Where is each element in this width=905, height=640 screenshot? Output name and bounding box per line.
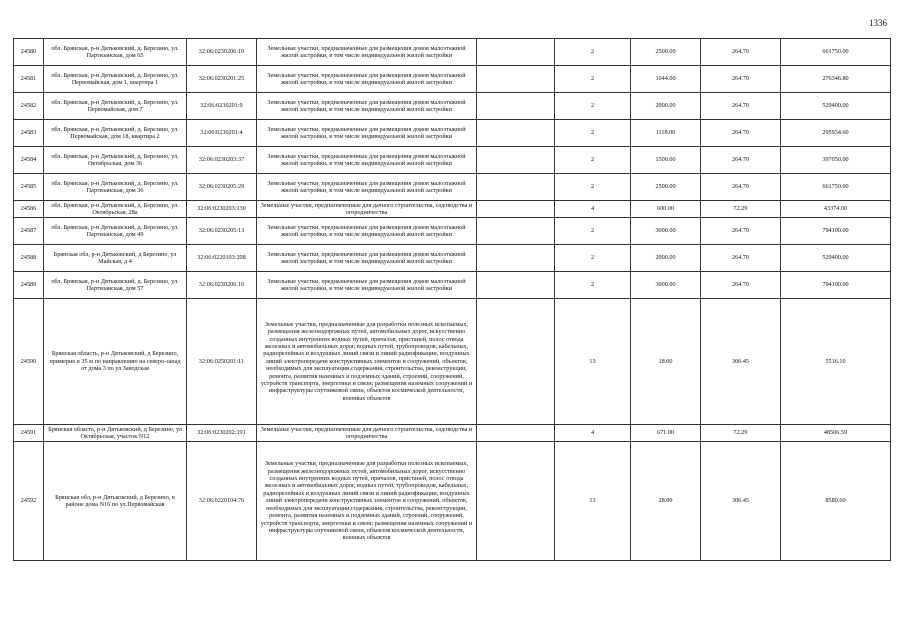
address-cell: Брянская область, р-н Дятьковский, д Березино, ул Октябрьская, участок N12	[44, 425, 187, 442]
group-number-cell: 4	[555, 201, 631, 218]
area-cell: 1118.00	[631, 120, 701, 147]
record-number-cell: 24584	[14, 147, 44, 174]
record-number-cell: 24590	[14, 299, 44, 425]
group-number-cell: 2	[555, 93, 631, 120]
blank-cell	[477, 66, 555, 93]
specific-value-cell: 264.70	[701, 120, 781, 147]
cadastral-number-cell: 32:06:0220104:76	[187, 442, 257, 561]
specific-value-cell: 264.70	[701, 218, 781, 245]
group-number-cell: 13	[555, 299, 631, 425]
table-row	[14, 272, 891, 299]
area-cell: 2500.00	[631, 174, 701, 201]
cadastral-value-cell: 295934.60	[781, 120, 891, 147]
specific-value-cell: 306.45	[701, 442, 781, 561]
record-number-cell: 24580	[14, 39, 44, 66]
cadastral-number-cell: 32:06:0230201:4	[187, 120, 257, 147]
record-number-cell: 24591	[14, 425, 44, 442]
cadastral-value-cell: 529400.00	[781, 93, 891, 120]
blank-cell	[477, 201, 555, 218]
land-use-cell: Земельные участки, предназначенные для размещения домов малоэтажной жилой застройки, в том числе индивидуальной жилой застройки	[257, 39, 477, 66]
land-use-cell: Земельные участки, предназначенные для разработки полезных ископаемых, размещения железнодорожных путей, автомобильных дорог, искусственно созданных внутренних водных путей, причалов, пристаней, полос отвода железных и автомобильных дорог, водных путей, трубопроводов, кабельных, радиорелейных и воздушных линий связи и линий радиофикации, воздушных линий электропередачи конструктивных элементов и сооружений, объектов, необходимых для эксплуатации,содержания, строительства, реконструкции, ремонта, развития наземных и подземных зданий, строений, сооружений, устройств транспорта, энергетики и связи; размещения наземных сооружений и инфраструктуры спутниковой связи, объектов космической деятельности, военных объектов	[257, 299, 477, 425]
area-cell: 1044.00	[631, 66, 701, 93]
address-cell: обл. Брянская, р-н Дятьковский, д. Березино, ул. Первомайская, дом 7	[44, 93, 187, 120]
table-row	[14, 39, 891, 66]
table-row	[14, 442, 891, 561]
land-use-cell: Земельные участки, предназначенные для размещения домов малоэтажной жилой застройки, в том числе индивидуальной жилой застройки	[257, 120, 477, 147]
specific-value-cell: 264.70	[701, 93, 781, 120]
land-use-cell: Земельные участки, предназначенные для дачного строительства, садоводства и огородничества	[257, 201, 477, 218]
cadastral-number-cell: 32:06:0230202:191	[187, 425, 257, 442]
cadastral-value-cell: 276346.80	[781, 66, 891, 93]
specific-value-cell: 264.70	[701, 147, 781, 174]
cadastral-value-cell: 661750.00	[781, 39, 891, 66]
specific-value-cell: 264.70	[701, 245, 781, 272]
land-use-cell: Земельные участки, предназначенные для размещения домов малоэтажной жилой застройки, в том числе индивидуальной жилой застройки	[257, 174, 477, 201]
area-cell: 1500.00	[631, 147, 701, 174]
land-use-cell: Земельные участки, предназначенные для дачного строительства, садоводства и огородничества	[257, 425, 477, 442]
cadastral-value-cell: 43374.00	[781, 201, 891, 218]
cadastral-number-cell: 32:06:0230205:29	[187, 174, 257, 201]
cadastral-number-cell: 32:06:0220103:208	[187, 245, 257, 272]
cadastral-value-cell: 529400.00	[781, 245, 891, 272]
blank-cell	[477, 442, 555, 561]
record-number-cell: 24586	[14, 201, 44, 218]
area-cell: 18.00	[631, 299, 701, 425]
area-cell: 3000.00	[631, 272, 701, 299]
group-number-cell: 2	[555, 272, 631, 299]
cadastral-value-cell: 794100.00	[781, 218, 891, 245]
land-use-cell: Земельные участки, предназначенные для размещения домов малоэтажной жилой застройки, в том числе индивидуальной жилой застройки	[257, 147, 477, 174]
address-cell: обл. Брянская, р-н Дятьковский, д. Березино, ул. Партизанская, дом 65	[44, 39, 187, 66]
cadastral-number-cell: 32:06:0230203:130	[187, 201, 257, 218]
blank-cell	[477, 299, 555, 425]
group-number-cell: 2	[555, 39, 631, 66]
land-use-cell: Земельные участки, предназначенные для размещения домов малоэтажной жилой застройки, в том числе индивидуальной жилой застройки	[257, 66, 477, 93]
cadastral-value-table	[13, 38, 891, 561]
group-number-cell: 2	[555, 174, 631, 201]
record-number-cell: 24589	[14, 272, 44, 299]
area-cell: 600.00	[631, 201, 701, 218]
blank-cell	[477, 245, 555, 272]
cadastral-value-cell: 5516.10	[781, 299, 891, 425]
table-row	[14, 147, 891, 174]
address-cell: Брянская область, р-н Дятьковский, д Березино, примерно в 35 м по направлению на северо-запад от дома 3 по ул Заводская	[44, 299, 187, 425]
area-cell: 2000.00	[631, 93, 701, 120]
table-row	[14, 201, 891, 218]
address-cell: обл. Брянская, р-н Дятьковский, д. Березино, ул. Первомайская, дом 18, квартира 2	[44, 120, 187, 147]
specific-value-cell: 72.29	[701, 201, 781, 218]
specific-value-cell: 264.70	[701, 66, 781, 93]
specific-value-cell: 72.29	[701, 425, 781, 442]
record-number-cell: 24581	[14, 66, 44, 93]
group-number-cell: 13	[555, 442, 631, 561]
blank-cell	[477, 147, 555, 174]
blank-cell	[477, 218, 555, 245]
group-number-cell: 2	[555, 218, 631, 245]
group-number-cell: 4	[555, 425, 631, 442]
record-number-cell: 24582	[14, 93, 44, 120]
group-number-cell: 2	[555, 245, 631, 272]
group-number-cell: 2	[555, 120, 631, 147]
record-number-cell: 24592	[14, 442, 44, 561]
area-cell: 671.00	[631, 425, 701, 442]
table-body	[14, 39, 891, 561]
table-row	[14, 174, 891, 201]
blank-cell	[477, 120, 555, 147]
cadastral-value-cell: 661750.00	[781, 174, 891, 201]
table-row	[14, 425, 891, 442]
blank-cell	[477, 174, 555, 201]
area-cell: 3000.00	[631, 218, 701, 245]
cadastral-number-cell: 32:06:0230203:37	[187, 147, 257, 174]
land-use-cell: Земельные участки, предназначенные для размещения домов малоэтажной жилой застройки, в том числе индивидуальной жилой застройки	[257, 272, 477, 299]
table-row	[14, 120, 891, 147]
cadastral-value-cell: 48506.59	[781, 425, 891, 442]
cadastral-value-cell: 8580.60	[781, 442, 891, 561]
land-use-cell: Земельные участки, предназначенные для размещения домов малоэтажной жилой застройки, в том числе индивидуальной жилой застройки	[257, 93, 477, 120]
land-use-cell: Земельные участки, предназначенные для размещения домов малоэтажной жилой застройки, в том числе индивидуальной жилой застройки	[257, 245, 477, 272]
cadastral-value-cell: 397050.00	[781, 147, 891, 174]
specific-value-cell: 264.70	[701, 272, 781, 299]
record-number-cell: 24585	[14, 174, 44, 201]
address-cell: обл. Брянская, р-н Дятьковский, д. Березино, ул. Партизанская, дом 36	[44, 174, 187, 201]
record-number-cell: 24588	[14, 245, 44, 272]
table-row	[14, 299, 891, 425]
address-cell: обл. Брянская, р-н Дятьковский, д. Березино, ул. Первомайская, дом 1, квартира 1	[44, 66, 187, 93]
address-cell: Брянская обл, р-н Дятьковский, д Березино, в районе дома N16 по ул.Первомайская	[44, 442, 187, 561]
record-number-cell: 24583	[14, 120, 44, 147]
address-cell: Брянская обл, р-н Дятьковский, д Березино, ул Майская, д 4	[44, 245, 187, 272]
table-row	[14, 218, 891, 245]
land-use-cell: Земельные участки, предназначенные для размещения домов малоэтажной жилой застройки, в том числе индивидуальной жилой застройки	[257, 218, 477, 245]
table-row	[14, 66, 891, 93]
group-number-cell: 2	[555, 147, 631, 174]
cadastral-number-cell: 32:06:0230206:10	[187, 39, 257, 66]
address-cell: обл. Брянская, р-н Дятьковский, д. Березино, ул. Октябрьская, 28а	[44, 201, 187, 218]
area-cell: 2500.00	[631, 39, 701, 66]
address-cell: обл. Брянская, р-н Дятьковский, д. Березино, ул. Партизанская, дом 57	[44, 272, 187, 299]
table-row	[14, 245, 891, 272]
table-row	[14, 93, 891, 120]
area-cell: 2000.00	[631, 245, 701, 272]
cadastral-number-cell: 32:06:0230205:13	[187, 218, 257, 245]
specific-value-cell: 264.70	[701, 174, 781, 201]
land-use-cell: Земельные участки, предназначенные для разработки полезных ископаемых, размещения железнодорожных путей, автомобильных дорог, искусственно созданных внутренних водных путей, причалов, пристаней, полос отвода железных и автомобильных дорог, водных путей, трубопроводов, кабельных, радиорелейных и воздушных линий связи и линий радиофикации, воздушных линий электропередачи конструктивных элементов и сооружений, объектов, необходимых для эксплуатации,содержания, строительства, реконструкции, ремонта, развития наземных и подземных зданий, строений, сооружений, устройств транспорта, энергетики и связи; размещения наземных сооружений и инфраструктуры спутниковой связи, объектов космической деятельности, военных объектов	[257, 442, 477, 561]
blank-cell	[477, 39, 555, 66]
cadastral-number-cell: 32:06:0230206:16	[187, 272, 257, 299]
specific-value-cell: 306.45	[701, 299, 781, 425]
blank-cell	[477, 93, 555, 120]
area-cell: 28.00	[631, 442, 701, 561]
cadastral-value-cell: 794100.00	[781, 272, 891, 299]
specific-value-cell: 264.70	[701, 39, 781, 66]
page-number: 1336	[869, 18, 887, 28]
blank-cell	[477, 272, 555, 299]
address-cell: обл. Брянская, р-н Дятьковский, д. Березино, ул. Октябрьская, дом 36	[44, 147, 187, 174]
cadastral-number-cell: 32:06:0250201:11	[187, 299, 257, 425]
cadastral-number-cell: 32:06:0230201:9	[187, 93, 257, 120]
cadastral-number-cell: 32:06:0230201:25	[187, 66, 257, 93]
group-number-cell: 2	[555, 66, 631, 93]
address-cell: обл. Брянская, р-н Дятьковский, д. Березино, ул. Партизанская, дом 49	[44, 218, 187, 245]
blank-cell	[477, 425, 555, 442]
record-number-cell: 24587	[14, 218, 44, 245]
